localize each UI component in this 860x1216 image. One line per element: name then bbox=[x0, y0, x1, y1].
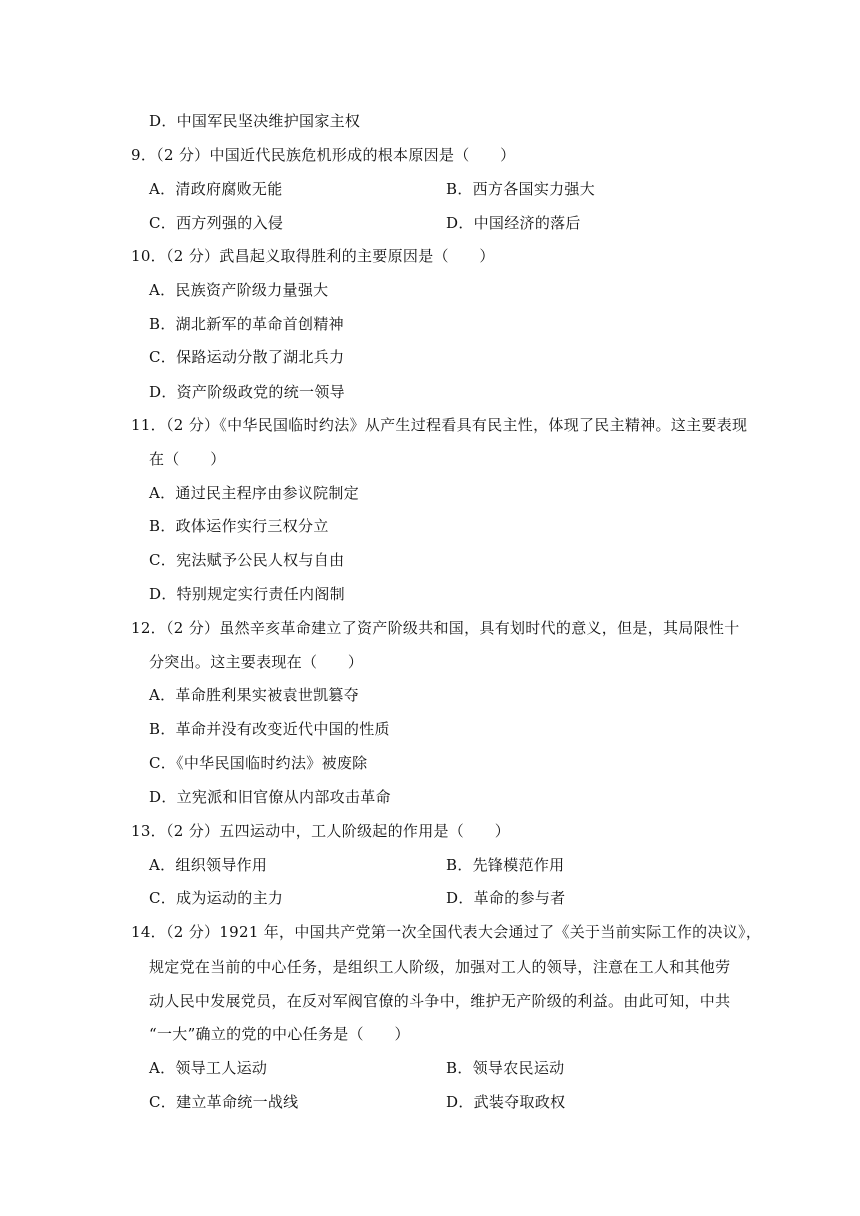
q12-option-d: D．立宪派和旧官僚从内部攻击革命 bbox=[149, 788, 391, 806]
q11-option-d: D．特别规定实行责任内阁制 bbox=[149, 585, 345, 603]
q10-stem: 10．（2 分）武昌起义取得胜利的主要原因是（ ） bbox=[131, 247, 495, 265]
q14-stem-line3: 动人民中发展党员，在反对军阀官僚的斗争中，维护无产阶级的利益。由此可知，中共 bbox=[149, 992, 731, 1010]
q14-stem-line2: 规定党在当前的中心任务，是组织工人阶级，加强对工人的领导，注意在工人和其他劳 bbox=[149, 958, 731, 976]
q10-option-c: C．保路运动分散了湖北兵力 bbox=[149, 348, 345, 366]
q12-option-a: A．革命胜利果实被袁世凯篡夺 bbox=[149, 686, 360, 704]
q13-option-c: C．成为运动的主力 bbox=[149, 889, 284, 907]
q10-option-a: A．民族资产阶级力量强大 bbox=[149, 281, 329, 299]
q14-option-b: B．领导农民运动 bbox=[446, 1059, 565, 1077]
q8-option-d: D．中国军民坚决维护国家主权 bbox=[149, 112, 361, 130]
q11-option-c: C．宪法赋予公民人权与自由 bbox=[149, 551, 345, 569]
q14-option-c: C．建立革命统一战线 bbox=[149, 1093, 299, 1111]
q13-option-d: D．革命的参与者 bbox=[446, 889, 566, 907]
q12-stem-line2: 分突出。这主要表现在（ ） bbox=[149, 653, 364, 671]
q13-option-a: A．组织领导作用 bbox=[149, 856, 268, 874]
q9-option-b: B．西方各国实力强大 bbox=[446, 180, 596, 198]
q10-option-b: B．湖北新军的革命首创精神 bbox=[149, 315, 344, 333]
q14-stem-line4: “一大”确立的党的中心任务是（ ） bbox=[149, 1025, 410, 1043]
q11-option-a: A．通过民主程序由参议院制定 bbox=[149, 484, 360, 502]
q11-stem-line1: 11．（2 分）《中华民国临时约法》从产生过程看具有民主性，体现了民主精神。这主要表现 bbox=[131, 416, 748, 434]
q10-option-d: D．资产阶级政党的统一领导 bbox=[149, 383, 345, 401]
q14-stem-line1: 14．（2 分）1921 年，中国共产党第一次全国代表大会通过了《关于当前实际工作的决议》， bbox=[131, 923, 762, 941]
q9-option-a: A．清政府腐败无能 bbox=[149, 180, 283, 198]
q11-option-b: B．政体运作实行三权分立 bbox=[149, 517, 329, 535]
q14-option-a: A．领导工人运动 bbox=[149, 1059, 268, 1077]
q9-option-c: C．西方列强的入侵 bbox=[149, 214, 284, 232]
q13-stem: 13．（2 分）五四运动中，工人阶级起的作用是（ ） bbox=[131, 822, 511, 840]
q13-option-b: B．先锋模范作用 bbox=[446, 856, 565, 874]
q9-option-d: D．中国经济的落后 bbox=[446, 214, 581, 232]
q12-stem-line1: 12．（2 分）虽然辛亥革命建立了资产阶级共和国，具有划时代的意义，但是，其局限性十 bbox=[131, 619, 740, 637]
q12-option-b: B．革命并没有改变近代中国的性质 bbox=[149, 720, 390, 738]
q9-stem: 9．（2 分）中国近代民族危机形成的根本原因是（ ） bbox=[131, 146, 516, 164]
q11-stem-line2: 在（ ） bbox=[149, 450, 226, 468]
q14-option-d: D．武装夺取政权 bbox=[446, 1093, 566, 1111]
q12-option-c: C．《中华民国临时约法》被废除 bbox=[149, 754, 368, 772]
